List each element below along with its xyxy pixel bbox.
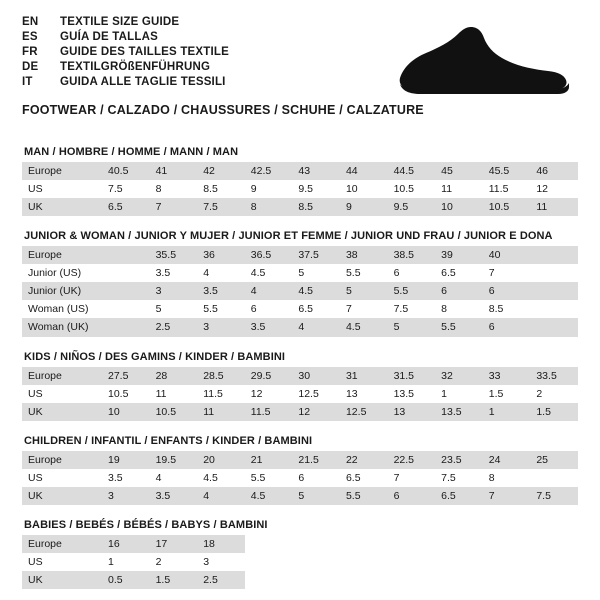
- cell: 1.5: [488, 387, 504, 400]
- cell: 3.5: [245, 318, 293, 336]
- cell: 11.5: [203, 387, 223, 400]
- row-label: UK: [22, 571, 102, 589]
- cell: 41: [150, 162, 198, 180]
- language-row: [22, 16, 229, 31]
- cell: 8.5: [203, 183, 218, 196]
- section-junior-woman: [22, 230, 578, 336]
- category-heading: FOOTWEAR / CALZADO / CHAUSSURES / SCHUHE / CALZATURE: [22, 103, 424, 117]
- cell: 4.5: [203, 471, 218, 484]
- cell: 5: [292, 487, 340, 505]
- cell: 9.5: [298, 183, 313, 196]
- cell: [530, 246, 578, 264]
- cell: 23.5: [435, 451, 483, 469]
- cell: 3: [197, 318, 245, 336]
- size-table-body: [22, 246, 578, 336]
- size-table-body: [22, 367, 578, 421]
- language-title: TEXTILE SIZE GUIDE: [60, 16, 180, 28]
- cell: 5.5: [388, 282, 436, 300]
- cell: 8: [441, 303, 447, 316]
- cell: 32: [435, 367, 483, 385]
- cell: 33.5: [530, 367, 578, 385]
- row-label: Woman (UK): [22, 318, 102, 336]
- language-row: [22, 61, 229, 76]
- cell: [530, 300, 578, 318]
- cell: 11: [155, 387, 167, 400]
- row-label: Europe: [22, 451, 102, 469]
- language-code: FR: [22, 46, 38, 58]
- cell: 21.5: [292, 451, 340, 469]
- table-row: [22, 469, 578, 487]
- cell: 28.5: [197, 367, 245, 385]
- row-label: Junior (US): [28, 267, 82, 280]
- cell-empty: [388, 535, 436, 553]
- cell: 6: [483, 282, 531, 300]
- cell: 2: [536, 387, 543, 400]
- cell-empty: [530, 553, 578, 571]
- cell: 10.5: [150, 403, 198, 421]
- header: [0, 0, 600, 132]
- cell: 2: [155, 555, 162, 568]
- cell: 3: [150, 282, 198, 300]
- cell: 8.5: [488, 303, 504, 316]
- cell: 7: [488, 267, 495, 280]
- cell: 8: [245, 198, 293, 216]
- cell: 11.5: [245, 403, 293, 421]
- size-table-babies: [22, 535, 578, 589]
- section-title: CHILDREN / INFANTIL / ENFANTS / KINDER / BAMBINI: [24, 434, 313, 447]
- section-title: BABIES / BEBÉS / BÉBÉS / BABYS / BAMBINI: [24, 518, 268, 531]
- table-row: [22, 385, 578, 403]
- cell-empty: [435, 553, 483, 571]
- cell: 45.5: [483, 162, 531, 180]
- cell: 13: [345, 387, 358, 400]
- cell: 6: [393, 267, 400, 280]
- cell: 5.5: [340, 487, 388, 505]
- language-row: [22, 31, 229, 46]
- row-label: Europe: [22, 246, 102, 264]
- cell: 10.5: [483, 198, 531, 216]
- cell-empty: [483, 553, 531, 571]
- cell: 3.5: [155, 267, 171, 280]
- cell-empty: [435, 571, 483, 589]
- cell: 31.5: [388, 367, 436, 385]
- language-title: GUIDA ALLE TAGLIE TESSILI: [60, 76, 226, 88]
- cell: 10: [102, 403, 150, 421]
- language-title: GUÍA DE TALLAS: [60, 31, 158, 43]
- cell: 40.5: [102, 162, 150, 180]
- cell: 37.5: [292, 246, 340, 264]
- cell: 6: [435, 282, 483, 300]
- cell: 12.5: [340, 403, 388, 421]
- table-row: [22, 367, 578, 385]
- cell: [102, 318, 150, 336]
- cell: 5: [340, 282, 388, 300]
- cell: 7.5: [441, 471, 456, 484]
- cell-empty: [292, 535, 340, 553]
- cell: 30: [292, 367, 340, 385]
- cell-empty: [530, 535, 578, 553]
- cell: 7: [483, 487, 531, 505]
- language-list: [22, 16, 229, 91]
- section-title: KIDS / NIÑOS / DES GAMINS / KINDER / BAMBINI: [24, 350, 286, 363]
- cell: 4: [203, 267, 210, 280]
- cell: 42: [197, 162, 245, 180]
- cell: 8: [155, 183, 162, 196]
- cell: 7: [150, 198, 198, 216]
- cell-empty: [292, 571, 340, 589]
- section-babies: [22, 519, 578, 589]
- cell: 6: [250, 303, 257, 316]
- table-row: [22, 162, 578, 180]
- cell: 28: [150, 367, 198, 385]
- cell: 0.5: [102, 571, 150, 589]
- section-title: MAN / HOMBRE / HOMME / MANN / MAN: [24, 146, 239, 158]
- cell: [530, 318, 578, 336]
- cell: 1.5: [530, 403, 578, 421]
- cell: 4.5: [245, 487, 293, 505]
- cell: 13.5: [435, 403, 483, 421]
- section-children: [22, 435, 578, 505]
- cell: [530, 469, 578, 487]
- cell: 38: [340, 246, 388, 264]
- cell: 6.5: [441, 267, 456, 280]
- cell: 4: [245, 282, 293, 300]
- cell: 8: [488, 471, 495, 484]
- row-label: Europe: [22, 535, 102, 553]
- cell: 24: [483, 451, 531, 469]
- row-label: Woman (US): [28, 303, 89, 316]
- language-code: ES: [22, 31, 38, 43]
- size-table-junior-woman: [22, 246, 578, 336]
- cell-empty: [388, 571, 436, 589]
- cell: 13: [388, 403, 436, 421]
- cell: [102, 264, 150, 282]
- cell: 12: [292, 403, 340, 421]
- cell: 21: [245, 451, 293, 469]
- cell-empty: [292, 553, 340, 571]
- cell: 4: [155, 471, 162, 484]
- cell-empty: [530, 571, 578, 589]
- cell: 7.5: [108, 183, 123, 196]
- row-label: UK: [22, 487, 102, 505]
- table-row: [22, 300, 578, 318]
- cell: 3: [102, 487, 150, 505]
- cell: 25: [530, 451, 578, 469]
- cell: 9: [250, 183, 257, 196]
- table-row: [22, 553, 578, 571]
- cell: 2.5: [150, 318, 198, 336]
- row-label: US: [28, 183, 43, 196]
- row-label: Europe: [22, 162, 102, 180]
- cell: 5.5: [435, 318, 483, 336]
- table-row: [22, 246, 578, 264]
- cell: 9: [340, 198, 388, 216]
- cell-empty: [245, 535, 293, 553]
- cell: [102, 300, 150, 318]
- cell: 16: [102, 535, 150, 553]
- cell: 7: [393, 471, 400, 484]
- cell: 6.5: [102, 198, 150, 216]
- cell-empty: [245, 571, 293, 589]
- cell: [530, 264, 578, 282]
- section-title: JUNIOR & WOMAN / JUNIOR Y MUJER / JUNIOR ET FEMME / JUNIOR UND FRAU / JUNIOR E DONA: [24, 230, 553, 243]
- cell-empty: [245, 553, 293, 571]
- cell: 20: [197, 451, 245, 469]
- cell: 35.5: [150, 246, 198, 264]
- cell: 7.5: [393, 303, 409, 316]
- size-table-body: [22, 162, 578, 216]
- cell: 31: [340, 367, 388, 385]
- cell: 6: [298, 471, 305, 484]
- language-row: [22, 46, 229, 61]
- size-table-man: [22, 162, 578, 216]
- cell: 5: [298, 267, 305, 280]
- cell: 1.5: [150, 571, 198, 589]
- row-label: UK: [22, 403, 102, 421]
- size-table-body: [22, 535, 578, 589]
- cell: 11: [197, 403, 245, 421]
- cell: 6: [483, 318, 531, 336]
- section-kids: [22, 351, 578, 421]
- row-label: Junior (UK): [22, 282, 102, 300]
- table-row: [22, 282, 578, 300]
- row-label: US: [28, 555, 43, 568]
- table-row: [22, 487, 578, 505]
- cell-empty: [435, 535, 483, 553]
- cell: 36.5: [245, 246, 293, 264]
- table-row: [22, 264, 578, 282]
- cell: 4: [292, 318, 340, 336]
- cell: 4.5: [250, 267, 266, 280]
- language-title: TEXTILGRÖßENFÜHRUNG: [60, 61, 211, 73]
- cell: 7.5: [197, 198, 245, 216]
- cell: 22: [340, 451, 388, 469]
- cell: 6: [388, 487, 436, 505]
- cell: [102, 282, 150, 300]
- language-title: GUIDE DES TAILLES TEXTILE: [60, 46, 229, 58]
- cell: 8.5: [292, 198, 340, 216]
- dress-shoe-icon: [392, 22, 572, 102]
- cell: 45: [435, 162, 483, 180]
- cell: 29.5: [245, 367, 293, 385]
- table-row: [22, 318, 578, 336]
- cell: 7: [345, 303, 352, 316]
- cell-empty: [340, 571, 388, 589]
- cell: 6.5: [435, 487, 483, 505]
- row-label: Europe: [22, 367, 102, 385]
- language-code: IT: [22, 76, 33, 88]
- cell: 46: [530, 162, 578, 180]
- cell: 11: [441, 183, 453, 196]
- table-row: [22, 571, 578, 589]
- cell: 6.5: [345, 471, 361, 484]
- cell: 40: [483, 246, 531, 264]
- cell: 44.5: [388, 162, 436, 180]
- cell: 4.5: [292, 282, 340, 300]
- cell: 11: [530, 198, 578, 216]
- cell: 44: [340, 162, 388, 180]
- size-tables: [0, 146, 600, 589]
- cell: 3.5: [150, 487, 198, 505]
- language-list-body: [22, 16, 229, 91]
- cell: 5.5: [250, 471, 266, 484]
- cell: 13.5: [393, 387, 414, 400]
- cell: [530, 282, 578, 300]
- language-row: [22, 76, 229, 91]
- cell-empty: [388, 553, 436, 571]
- cell: 27.5: [102, 367, 150, 385]
- size-table-body: [22, 451, 578, 505]
- cell: 7.5: [530, 487, 578, 505]
- table-row: [22, 180, 578, 198]
- cell: 12: [536, 183, 549, 196]
- cell: 10: [435, 198, 483, 216]
- cell: 10.5: [393, 183, 414, 196]
- table-row: [22, 451, 578, 469]
- cell: 5: [155, 303, 162, 316]
- cell: 18: [197, 535, 245, 553]
- table-row: [22, 403, 578, 421]
- cell: 4: [197, 487, 245, 505]
- cell: 1: [483, 403, 531, 421]
- size-table-kids: [22, 367, 578, 421]
- row-label: US: [28, 471, 43, 484]
- cell: 42.5: [245, 162, 293, 180]
- cell: 36: [197, 246, 245, 264]
- cell: 22.5: [388, 451, 436, 469]
- cell: 10.5: [108, 387, 129, 400]
- cell: 6.5: [298, 303, 313, 316]
- cell: 3: [203, 555, 210, 568]
- cell: 5.5: [203, 303, 218, 316]
- table-row: [22, 535, 578, 553]
- cell: 4.5: [340, 318, 388, 336]
- cell: 5: [388, 318, 436, 336]
- cell: 12: [250, 387, 263, 400]
- cell: 5.5: [345, 267, 361, 280]
- cell: 12.5: [298, 387, 319, 400]
- cell: 33: [483, 367, 531, 385]
- cell: 10: [345, 183, 358, 196]
- cell: 1: [441, 387, 447, 400]
- cell: 3.5: [108, 471, 123, 484]
- cell: 43: [292, 162, 340, 180]
- cell: 1: [108, 555, 114, 568]
- section-man: [22, 146, 578, 216]
- cell-empty: [483, 571, 531, 589]
- cell-empty: [483, 535, 531, 553]
- cell: 19.5: [150, 451, 198, 469]
- row-label: UK: [22, 198, 102, 216]
- cell: 38.5: [388, 246, 436, 264]
- language-code: EN: [22, 16, 39, 28]
- row-label: US: [28, 387, 43, 400]
- cell: 11.5: [488, 183, 509, 196]
- language-code: DE: [22, 61, 39, 73]
- cell: 17: [150, 535, 198, 553]
- cell: [102, 246, 150, 264]
- cell: 9.5: [388, 198, 436, 216]
- size-table-children: [22, 451, 578, 505]
- cell-empty: [340, 535, 388, 553]
- cell-empty: [340, 553, 388, 571]
- cell: 3.5: [197, 282, 245, 300]
- table-row: [22, 198, 578, 216]
- cell: 19: [102, 451, 150, 469]
- cell: 2.5: [197, 571, 245, 589]
- cell: 39: [435, 246, 483, 264]
